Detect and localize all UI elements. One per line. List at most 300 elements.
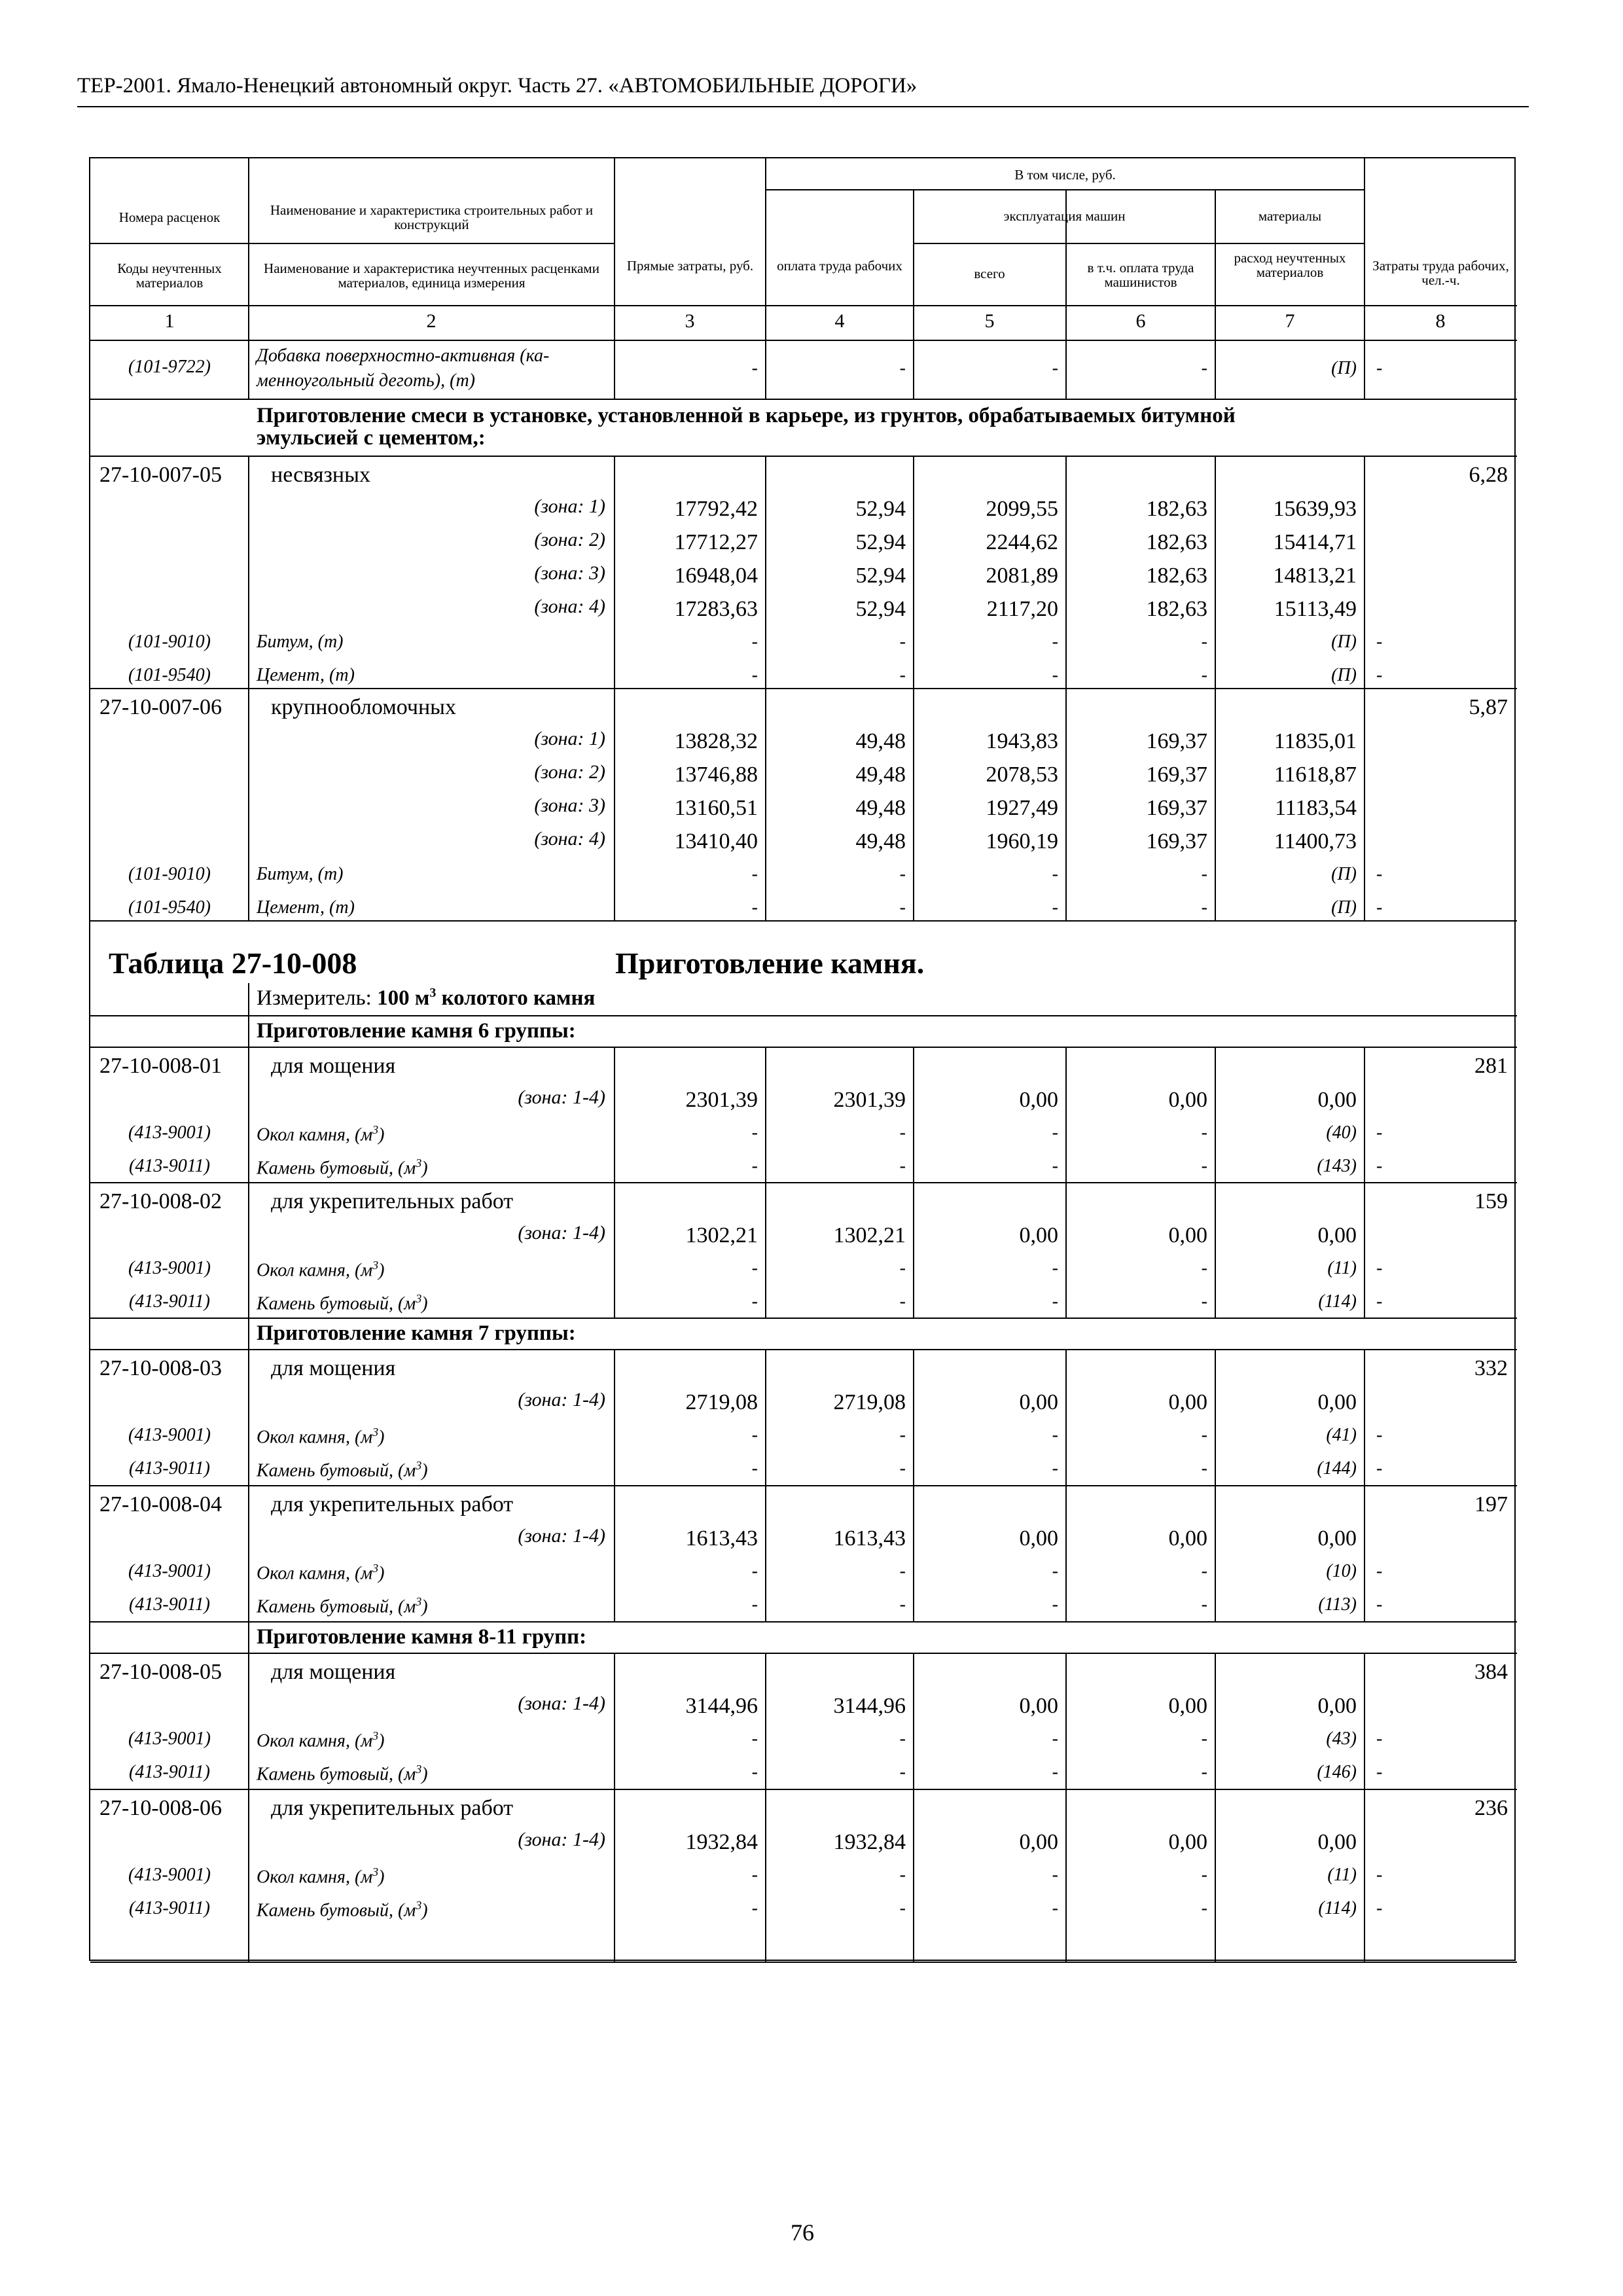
- page-number: 76: [791, 2219, 814, 2246]
- dash: -: [1376, 1561, 1383, 1581]
- dash: -: [1201, 1458, 1207, 1479]
- dash: -: [1052, 358, 1058, 378]
- direct-costs: 16948,04: [674, 564, 758, 588]
- row-col-line: [913, 1047, 914, 1183]
- material-name: [257, 1866, 384, 1886]
- row-col-line: [1364, 1653, 1365, 1789]
- header-machines: эксплуатация машин: [1003, 208, 1126, 224]
- material-name: менноугольный деготь), (т): [257, 370, 475, 391]
- group-title: Приготовление камня 7 группы:: [257, 1321, 576, 1345]
- header-materials: материалы: [1258, 208, 1322, 224]
- row-col-line: [248, 983, 249, 1016]
- header-rate-numbers: Номера расценок: [118, 209, 221, 225]
- dash: -: [751, 1729, 758, 1749]
- row-col-line: [1364, 1486, 1365, 1622]
- direct-costs: 17792,42: [674, 497, 758, 521]
- dash: -: [1376, 665, 1383, 685]
- dash: -: [1052, 1122, 1058, 1143]
- meter-value-text: 100 м: [377, 986, 430, 1010]
- row-col-line: [248, 1622, 249, 1653]
- material-name: [257, 1763, 428, 1784]
- operator-pay: 182,63: [1146, 530, 1207, 554]
- machines-total: 1960,19: [986, 829, 1058, 853]
- material-qty: (11): [1327, 1865, 1357, 1885]
- row-col-line: [765, 1653, 766, 1789]
- worker-pay: 49,48: [855, 796, 906, 820]
- dash: -: [1376, 1425, 1383, 1445]
- column-number: 5: [984, 310, 995, 332]
- material-name: Битум, (т): [257, 864, 344, 884]
- row-col-line: [1364, 456, 1365, 689]
- material-name-text: Камень бутовый, (м: [257, 1764, 416, 1785]
- dash: -: [1376, 1122, 1383, 1143]
- dash: -: [1376, 1898, 1383, 1918]
- row-line: [90, 1653, 1517, 1654]
- row-col-line: [913, 689, 914, 921]
- row-col-line: [1065, 1789, 1067, 1962]
- meter-label: Измеритель:: [257, 986, 372, 1010]
- zone-label: (зона: 4): [534, 596, 605, 617]
- rate-name: для мощения: [271, 1054, 396, 1078]
- dash: -: [899, 1729, 906, 1749]
- direct-costs: 17283,63: [674, 597, 758, 621]
- zone-label: (зона: 1-4): [518, 1829, 605, 1850]
- dash: -: [751, 1865, 758, 1885]
- materials-cost: 15639,93: [1273, 497, 1357, 521]
- materials-cost: 11183,54: [1275, 796, 1357, 820]
- zone-label: (зона: 3): [534, 562, 605, 584]
- material-name: [257, 1730, 384, 1750]
- header-labor-costs: Затраты труда рабочих, чел.-ч.: [1372, 258, 1509, 288]
- row-line: [90, 399, 1517, 400]
- header-group-label: В том числе, руб.: [1014, 167, 1116, 183]
- operator-pay: 0,00: [1168, 1088, 1207, 1112]
- machines-total: 0,00: [1019, 1390, 1058, 1414]
- zone-label: (зона: 4): [534, 828, 605, 850]
- unit-superscript: 3: [416, 1292, 422, 1305]
- dash: -: [1376, 897, 1383, 918]
- material-name: [257, 1293, 428, 1313]
- material-name: Битум, (т): [257, 632, 344, 652]
- row-line: [90, 1015, 1517, 1016]
- direct-costs: 1302,21: [685, 1223, 758, 1247]
- material-name-text: Окол камня, (м: [257, 1867, 373, 1888]
- unit-superscript: 3: [372, 1729, 379, 1742]
- row-col-line: [614, 1653, 615, 1789]
- row-col-line: [765, 1350, 766, 1486]
- unit-superscript: 3: [416, 1763, 422, 1776]
- table-title: Приготовление камня.: [615, 946, 925, 980]
- material-qty: (11): [1327, 1258, 1357, 1278]
- section-title: Приготовление смеси в установке, установленной в карьере, из грунтов, обрабатываемых битумной: [257, 404, 1236, 427]
- group-title: Приготовление камня 8-11 групп:: [257, 1625, 587, 1649]
- row-col-line: [248, 456, 249, 689]
- material-name: [257, 1899, 428, 1920]
- row-col-line: [248, 340, 249, 399]
- unit-superscript: 3: [372, 1562, 379, 1575]
- row-col-line: [1215, 689, 1216, 921]
- header-col-line: [765, 158, 766, 340]
- row-col-line: [1215, 1789, 1216, 1962]
- zone-label: (зона: 1): [534, 495, 605, 517]
- dash: -: [1052, 864, 1058, 884]
- dash: -: [1052, 897, 1058, 918]
- row-col-line: [1364, 340, 1365, 399]
- direct-costs: 2719,08: [685, 1390, 758, 1414]
- dash: -: [899, 1122, 906, 1143]
- material-code: (413-9011): [129, 1594, 210, 1615]
- material-code: (101-9010): [128, 632, 211, 652]
- header-col-line: [1364, 158, 1365, 340]
- row-col-line: [1065, 1653, 1067, 1789]
- dash: -: [751, 665, 758, 685]
- worker-pay: 1932,84: [833, 1830, 906, 1854]
- row-line: [90, 1349, 1517, 1350]
- dash: -: [1052, 1762, 1058, 1782]
- table-meter: [257, 986, 595, 1009]
- dash: -: [1201, 897, 1207, 918]
- row-col-line: [765, 456, 766, 689]
- header-direct-costs: Прямые затраты, руб.: [626, 258, 754, 274]
- header-work-name: Наименование и характеристика строительных работ и конструкций: [270, 202, 594, 232]
- row-col-line: [1065, 1350, 1067, 1486]
- row-col-line: [765, 1047, 766, 1183]
- header-operator-pay: в т.ч. оплата труда машинистов: [1087, 260, 1194, 290]
- row-col-line: [614, 456, 615, 689]
- material-name: [257, 1562, 384, 1583]
- direct-costs: 13160,51: [674, 796, 758, 820]
- unit-superscript: 3: [416, 1899, 422, 1912]
- row-col-line: [1215, 340, 1216, 399]
- dash: -: [899, 1561, 906, 1581]
- header-unaccounted-consumption: расход неучтенных материалов: [1234, 250, 1346, 280]
- row-col-line: [913, 1486, 914, 1622]
- unit-suffix: ): [421, 1158, 428, 1179]
- material-qty: (10): [1326, 1561, 1357, 1581]
- unit-superscript: 3: [372, 1123, 379, 1136]
- material-code: (413-9011): [129, 1898, 210, 1918]
- machines-total: 2099,55: [986, 497, 1058, 521]
- machines-total: 1943,83: [986, 729, 1058, 753]
- materials-cost: 11835,01: [1274, 729, 1357, 753]
- header-col-line: [248, 158, 249, 340]
- row-col-line: [248, 1016, 249, 1047]
- worker-pay: 2719,08: [833, 1390, 906, 1414]
- row-line: [90, 1047, 1517, 1048]
- header-col-line: [614, 158, 615, 340]
- meter-value: [377, 986, 595, 1010]
- machines-total: 2081,89: [986, 564, 1058, 588]
- material-name: Цемент, (т): [257, 665, 355, 685]
- materials-cost: 11400,73: [1274, 829, 1357, 853]
- material-qty: (П): [1331, 632, 1357, 652]
- row-col-line: [913, 1350, 914, 1486]
- operator-pay: 0,00: [1168, 1526, 1207, 1551]
- worker-pay: 52,94: [855, 597, 906, 621]
- operator-pay: 182,63: [1146, 597, 1207, 621]
- row-col-line: [614, 1183, 615, 1318]
- material-code: (413-9001): [128, 1425, 211, 1445]
- column-number: 4: [834, 310, 845, 332]
- material-code: (101-9540): [128, 897, 211, 918]
- worker-pay: 2301,39: [833, 1088, 906, 1112]
- numbers-bottom-line: [90, 340, 1517, 341]
- row-col-line: [765, 340, 766, 399]
- material-name: [257, 1124, 384, 1144]
- dash: -: [751, 1898, 758, 1918]
- operator-pay: 169,37: [1146, 829, 1207, 853]
- unit-suffix: ): [421, 1900, 428, 1921]
- material-name: Цемент, (т): [257, 897, 355, 918]
- unit-suffix: ): [378, 1731, 385, 1751]
- row-line: [90, 1621, 1517, 1623]
- dash: -: [899, 1865, 906, 1885]
- zone-label: (зона: 2): [534, 529, 605, 550]
- labor-cost: 332: [1474, 1356, 1508, 1380]
- rate-code: 27-10-008-04: [99, 1492, 222, 1516]
- rate-code: 27-10-008-03: [99, 1356, 222, 1380]
- material-qty: (113): [1318, 1594, 1357, 1615]
- column-number: 6: [1135, 310, 1146, 332]
- column-number: 3: [685, 310, 695, 332]
- dash: -: [1052, 1898, 1058, 1918]
- dash: -: [751, 1122, 758, 1143]
- dash: -: [1201, 1865, 1207, 1885]
- direct-costs: 13746,88: [674, 762, 758, 787]
- material-name: [257, 1460, 428, 1480]
- operator-pay: 169,37: [1146, 796, 1207, 820]
- material-name-text: Камень бутовый, (м: [257, 1900, 416, 1921]
- dash: -: [751, 897, 758, 918]
- row-col-line: [913, 1183, 914, 1318]
- labor-cost: 6,28: [1469, 463, 1508, 487]
- machines-total: 0,00: [1019, 1694, 1058, 1718]
- column-number: 7: [1285, 310, 1295, 332]
- row-col-line: [1364, 689, 1365, 921]
- material-code: (413-9011): [129, 1762, 210, 1782]
- unit-suffix: ): [421, 1460, 428, 1481]
- page-header: ТЕР-2001. Ямало-Ненецкий автономный округ. Часть 27. «АВТОМОБИЛЬНЫЕ ДОРОГИ»: [77, 74, 918, 98]
- labor-cost: 281: [1474, 1054, 1508, 1078]
- row-col-line: [913, 340, 914, 399]
- direct-costs: 1932,84: [685, 1830, 758, 1854]
- rate-name: для мощения: [271, 1660, 396, 1684]
- row-col-line: [248, 1653, 249, 1789]
- operator-pay: 169,37: [1146, 762, 1207, 787]
- direct-costs: 13828,32: [674, 729, 758, 753]
- row-col-line: [248, 1318, 249, 1350]
- row-col-line: [765, 1183, 766, 1318]
- row-col-line: [248, 689, 249, 921]
- header-worker-pay: оплата труда рабочих: [777, 258, 902, 274]
- dash: -: [751, 358, 758, 378]
- material-qty: (114): [1318, 1898, 1357, 1918]
- dash: -: [899, 358, 906, 378]
- worker-pay: 52,94: [855, 564, 906, 588]
- material-code: (413-9001): [128, 1561, 211, 1581]
- dash: -: [1376, 1458, 1383, 1479]
- dash: -: [751, 1258, 758, 1278]
- material-code: (413-9001): [128, 1258, 211, 1278]
- row-col-line: [913, 456, 914, 689]
- unit-superscript: 3: [416, 1595, 422, 1608]
- materials-cost: 0,00: [1317, 1223, 1357, 1247]
- row-line: [90, 1182, 1517, 1183]
- worker-pay: 49,48: [855, 829, 906, 853]
- rate-code: 27-10-008-02: [99, 1189, 222, 1213]
- dash: -: [1201, 1898, 1207, 1918]
- row-col-line: [913, 1653, 914, 1789]
- dash: -: [1052, 1561, 1058, 1581]
- material-qty: (П): [1331, 358, 1357, 378]
- labor-cost: 236: [1474, 1796, 1508, 1820]
- materials-cost: 0,00: [1317, 1694, 1357, 1718]
- direct-costs: 17712,27: [674, 530, 758, 554]
- direct-costs: 1613,43: [685, 1526, 758, 1551]
- unit-suffix: ): [378, 1124, 385, 1145]
- row-col-line: [248, 1183, 249, 1318]
- dash: -: [899, 1762, 906, 1782]
- dash: -: [899, 1898, 906, 1918]
- section-title: эмульсией с цементом,:: [257, 426, 486, 450]
- material-qty: (114): [1318, 1291, 1357, 1312]
- unit-superscript: 3: [372, 1426, 379, 1439]
- material-qty: (43): [1326, 1729, 1357, 1749]
- material-code: (413-9001): [128, 1122, 211, 1143]
- machines-total: 0,00: [1019, 1223, 1058, 1247]
- unit-suffix: ): [378, 1563, 385, 1584]
- row-col-line: [1215, 1047, 1216, 1183]
- unit-suffix: ): [421, 1764, 428, 1785]
- worker-pay: 3144,96: [833, 1694, 906, 1718]
- rate-name: для мощения: [271, 1356, 396, 1380]
- dash: -: [1052, 1865, 1058, 1885]
- material-name-text: Камень бутовый, (м: [257, 1293, 416, 1314]
- material-name-text: Камень бутовый, (м: [257, 1460, 416, 1481]
- row-col-line: [248, 1789, 249, 1962]
- machines-total: 2244,62: [986, 530, 1058, 554]
- materials-cost: 14813,21: [1273, 564, 1357, 588]
- material-name-text: Окол камня, (м: [257, 1260, 373, 1281]
- material-name-text: Окол камня, (м: [257, 1731, 373, 1751]
- row-col-line: [614, 1350, 615, 1486]
- material-name-text: Окол камня, (м: [257, 1124, 373, 1145]
- material-name: [257, 1259, 384, 1280]
- row-col-line: [248, 1350, 249, 1486]
- header-line-sub2: [914, 243, 1364, 244]
- header-codes-text: Коды неучтенных материалов: [117, 260, 222, 291]
- table-number: Таблица 27-10-008: [109, 946, 357, 980]
- material-qty: (П): [1331, 864, 1357, 884]
- dash: -: [1376, 1156, 1383, 1176]
- machines-total: 2078,53: [986, 762, 1058, 787]
- header-line-sub3: [90, 243, 249, 244]
- material-name: [257, 1157, 428, 1177]
- dash: -: [751, 1156, 758, 1176]
- dash: -: [1052, 665, 1058, 685]
- material-code: (101-9540): [128, 665, 211, 685]
- zone-label: (зона: 3): [534, 795, 605, 816]
- rate-name: для укрепительных работ: [271, 1492, 514, 1516]
- dash: -: [1201, 864, 1207, 884]
- operator-pay: 169,37: [1146, 729, 1207, 753]
- dash: -: [1201, 1561, 1207, 1581]
- direct-costs: 2301,39: [685, 1088, 758, 1112]
- dash: -: [1376, 632, 1383, 652]
- header-machines-total: всего: [974, 266, 1005, 281]
- dash: -: [1201, 1425, 1207, 1445]
- labor-cost: 159: [1474, 1189, 1508, 1213]
- dash: -: [1201, 1122, 1207, 1143]
- dash: -: [1052, 1729, 1058, 1749]
- labor-cost: 197: [1474, 1492, 1508, 1516]
- dash: -: [1376, 864, 1383, 884]
- worker-pay: 1613,43: [833, 1526, 906, 1551]
- row-col-line: [1215, 456, 1216, 689]
- row-col-line: [913, 1789, 914, 1962]
- row-col-line: [248, 1047, 249, 1183]
- dash: -: [1201, 1291, 1207, 1312]
- dash: -: [899, 1291, 906, 1312]
- row-col-line: [614, 1789, 615, 1962]
- row-line: [90, 1485, 1517, 1486]
- dash: -: [1376, 1594, 1383, 1615]
- meter-sup: 3: [429, 986, 437, 1000]
- material-code: (101-9010): [128, 864, 211, 884]
- dash: -: [1201, 632, 1207, 652]
- rate-code: 27-10-007-06: [99, 695, 222, 719]
- machines-total: 0,00: [1019, 1526, 1058, 1551]
- material-code: (413-9011): [129, 1156, 210, 1176]
- row-col-line: [1215, 1183, 1216, 1318]
- row-col-line: [1065, 340, 1067, 399]
- dash: -: [899, 1425, 906, 1445]
- column-number: 8: [1435, 310, 1446, 332]
- row-col-line: [1215, 1486, 1216, 1622]
- dash: -: [1052, 1594, 1058, 1615]
- material-qty: (40): [1326, 1122, 1357, 1143]
- zone-label: (зона: 2): [534, 761, 605, 783]
- unit-superscript: 3: [372, 1259, 379, 1272]
- group-title: Приготовление камня 6 группы:: [257, 1019, 576, 1043]
- dash: -: [899, 1458, 906, 1479]
- rate-code: 27-10-007-05: [99, 463, 222, 487]
- direct-costs: 3144,96: [685, 1694, 758, 1718]
- unit-suffix: ): [378, 1867, 385, 1888]
- dash: -: [751, 864, 758, 884]
- dash: -: [1052, 1156, 1058, 1176]
- dash: -: [899, 1594, 906, 1615]
- row-col-line: [1215, 1653, 1216, 1789]
- row-col-line: [614, 689, 615, 921]
- dash: -: [751, 1594, 758, 1615]
- material-qty: (144): [1317, 1458, 1357, 1479]
- dash: -: [1052, 1291, 1058, 1312]
- dash: -: [751, 1458, 758, 1479]
- zone-label: (зона: 1-4): [518, 1693, 605, 1714]
- worker-pay: 52,94: [855, 530, 906, 554]
- row-line: [90, 456, 1517, 457]
- dash: -: [1201, 1258, 1207, 1278]
- dash: -: [1052, 1458, 1058, 1479]
- row-line: [90, 920, 1517, 922]
- rate-name: несвязных: [271, 463, 370, 487]
- row-col-line: [614, 340, 615, 399]
- zone-label: (зона: 1): [534, 728, 605, 749]
- dash: -: [1201, 358, 1207, 378]
- dash: -: [899, 665, 906, 685]
- material-qty: (146): [1317, 1762, 1357, 1782]
